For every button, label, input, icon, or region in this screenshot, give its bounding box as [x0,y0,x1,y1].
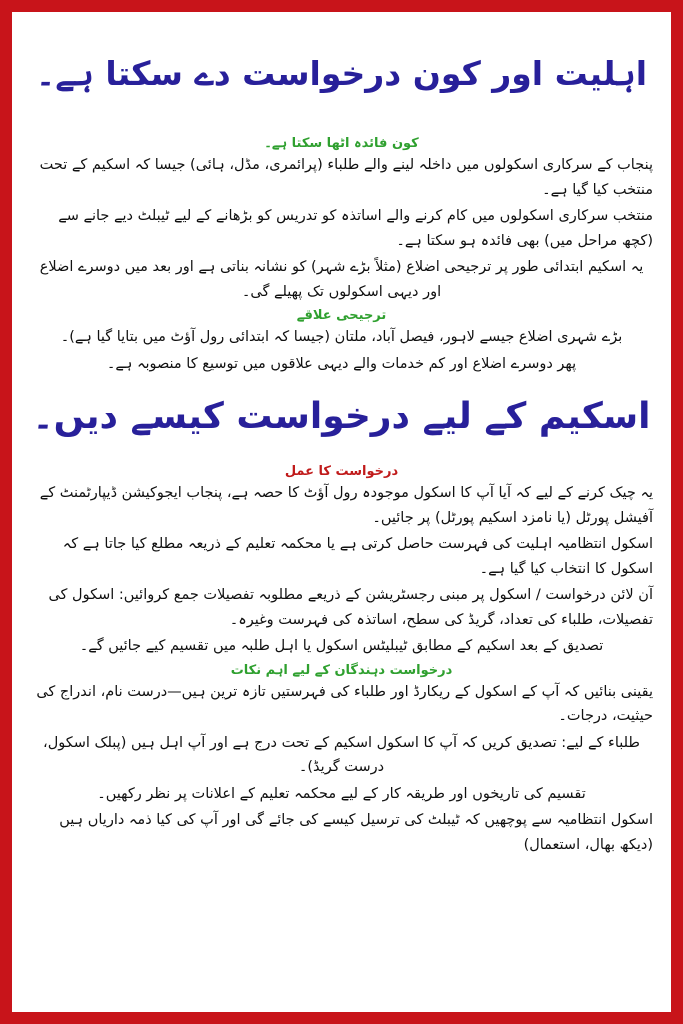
eligibility-paragraph: یہ اسکیم ابتدائی طور پر ترجیحی اضلاع (مثلاً بڑے شہر) کو نشانہ بناتی ہے اور بعد میں دوسرے اضلاع اور دیہی اسکولوں تک پھیلے گی۔ [39,259,644,300]
tips-heading: درخواست دہندگان کے لیے اہم نکات [230,662,453,678]
tips-paragraph: تقسیم کی تاریخوں اور طریقہ کار کے لیے محکمہ تعلیم کے اعلانات پر نظر رکھیں۔ [97,785,586,802]
eligibility-paragraph: پنجاب کے سرکاری اسکولوں میں داخلہ لینے والے طلباء (پرائمری، مڈل، ہائی) جیسا کہ اسکیم کے تحت منتخب کیا گیا ہے۔ [39,157,653,198]
eligibility-section [30,134,653,304]
tips-section [30,661,653,858]
eligibility-heading: کون فائدہ اٹھا سکتا ہے۔ [264,136,419,151]
priority-paragraph: بڑے شہری اضلاع جیسے لاہور، فیصل آباد، ملتان (جیسا کہ ابتدائی رول آؤٹ میں بتایا گیا ہے)۔ [60,329,623,345]
priority-section [30,306,653,376]
process-paragraph: تصدیق کے بعد اسکیم کے مطابق ٹیبلیٹس اسکول یا اہل طلبہ میں تقسیم کیے جائیں گے۔ [79,638,604,654]
process-paragraph: یہ چیک کرنے کے لیے کہ آیا آپ کا اسکول موجودہ رول آؤٹ کا حصہ ہے، پنجاب ایجوکیشن ڈیپارٹمنٹ کے آفیشل پورٹل (یا نامزد اسکیم پورٹل) پر جائیں۔ [39,485,653,526]
process-section [30,462,653,659]
process-heading: درخواست کا عمل [284,464,399,479]
eligibility-paragraph: منتخب سرکاری اسکولوں میں کام کرنے والے اساتذہ کو تدریس کو بڑھانے کے لیے ٹیبلٹ دیے جانے سے (کچھ مراحل میں) بھی فائدہ ہو سکتا ہے۔ [58,208,653,249]
document-body [30,36,653,998]
page-title: اہلیت اور کون درخواست دے سکتا ہے۔ [35,54,648,93]
tips-paragraph: اسکول انتظامیہ سے پوچھیں کہ ٹیبلٹ کی ترسیل کیسے کی جائے گی اور آپ کی کیا ذمہ داریاں ہیں (دیکھ بھال، استعمال) [59,812,653,853]
process-paragraph: آن لائن درخواست / اسکول پر مبنی رجسٹریشن کے ذریعے مطلوبہ تفصیلات جمع کروائیں: اسکول کی تفصیلات، طلباء کی تعداد، گریڈ کی سطح، اساتذہ کی فہرست وغیرہ۔ [48,587,653,628]
tips-paragraph: یقینی بنائیں کہ آپ کے اسکول کے ریکارڈ اور طلباء کی فہرستیں تازہ ترین ہیں—درست نام، اندراج کی حیثیت، درجات۔ [36,683,653,724]
tips-paragraph: طلباء کے لیے: تصدیق کریں کہ آپ کا اسکول اسکیم کے تحت درج ہے اور آپ اہل ہیں (پبلک اسکول، درست گریڈ)۔ [43,734,640,775]
how-to-apply-title: اسکیم کے لیے درخواست کیسے دیں۔ [32,396,651,437]
priority-heading: ترجیحی علاقے [296,308,387,323]
process-paragraph: اسکول انتظامیہ اہلیت کی فہرست حاصل کرتی ہے یا محکمہ تعلیم کے ذریعہ مطلع کیا جاتا ہے کہ اسکول کا انتخاب کیا گیا ہے۔ [62,536,653,577]
priority-paragraph: پھر دوسرے اضلاع اور کم خدمات والے دیہی علاقوں میں توسیع کا منصوبہ ہے۔ [106,355,577,372]
